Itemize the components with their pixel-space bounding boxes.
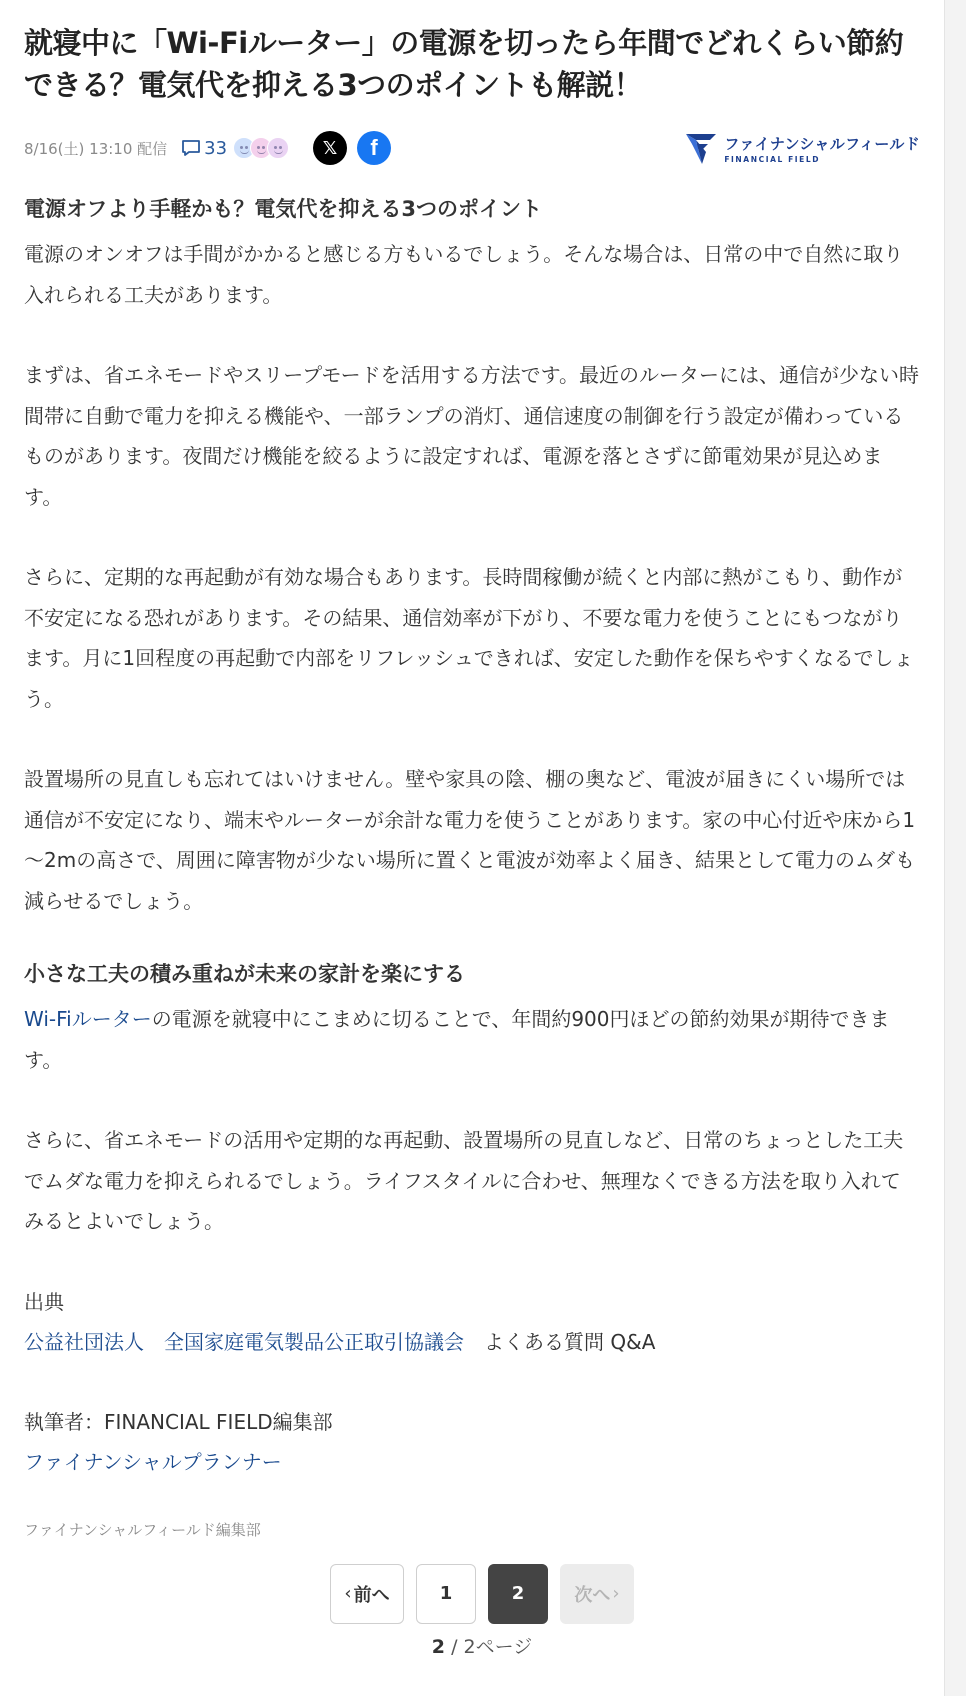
facebook-icon: f — [370, 135, 378, 160]
comments-link[interactable] — [181, 138, 227, 159]
publisher-logo[interactable] — [684, 130, 920, 166]
publisher-name: ファイナンシャルフィールド — [724, 134, 920, 153]
source-org-link[interactable]: 公益社団法人 — [24, 1329, 144, 1354]
prev-label: 前へ — [353, 1584, 390, 1606]
pagination — [44, 1564, 920, 1624]
article-content — [24, 0, 920, 1659]
paragraph: さらに、省エネモードの活用や定期的な再起動、設置場所の見直しなど、日常のちょっとした工夫でムダな電力を抑えられるでしょう。ライフスタイルに合わせ、無理なくできる方法を取り入れてみるとよいでしょう。 — [24, 1128, 904, 1233]
editorial-credit: ファイナンシャルフィールド編集部 — [24, 1520, 261, 1539]
paragraph: 設置場所の見直しも忘れてはいけません。壁や家具の陰、棚の奥など、電波が届きにくい場所では通信が不安定になり、端末やルーターが余計な電力を使うことがあります。家の中心付近や床から1～2mの高さで、周囲に障害物が少ない場所に置くと電波が効率よく届き、結果として電力のムダも減らせるでしょう。 — [24, 767, 916, 913]
paragraph: さらに、定期的な再起動が有効な場合もあります。長時間稼働が続くと内部に熱がこもり、動作が不安定になる恐れがあります。その結果、通信効率が下がり、不要な電力を使うことにもつながります。月に1回程度の再起動で内部をリフレッシュできれば、安定した動作を保ちやすくなるでしょう。 — [24, 565, 914, 711]
source-label: 出典 — [24, 1289, 64, 1314]
paragraph-text: の電源を就寝中にこまめに切ることで、年間約900円ほどの節約効果が期待できます。 — [24, 1007, 890, 1072]
author-line: 執筆者：FINANCIAL FIELD編集部 — [24, 1409, 333, 1434]
chevron-right-icon: › — [612, 1583, 620, 1604]
article-title: 就寝中に「Wi-Fiルーター」の電源を切ったら年間でどれくらい節約できる？電気代を抑える3つのポイントも解説！ — [24, 26, 904, 102]
share-facebook-button[interactable] — [357, 131, 391, 165]
paragraph: 電源のオンオフは手間がかかると感じる方もいるでしょう。そんな場合は、日常の中で自然に取り入れられる工夫があります。 — [24, 242, 904, 307]
publisher-name-en: FINANCIAL FIELD — [724, 154, 821, 164]
comment-icon — [181, 139, 201, 157]
current-page: 2 — [431, 1635, 446, 1658]
source-line — [24, 1322, 920, 1362]
comment-count: 33 — [204, 137, 228, 159]
page-1-button[interactable]: 1 — [416, 1564, 476, 1624]
source-document: よくある質問 Q&A — [484, 1329, 656, 1354]
section-heading: 小さな工夫の積み重ねが未来の家計を楽にする — [24, 962, 465, 986]
next-page-button — [560, 1564, 634, 1624]
x-icon: 𝕏 — [322, 137, 338, 159]
prev-page-button[interactable] — [330, 1564, 404, 1624]
publish-date: 8/16(土) 13:10 配信 — [24, 139, 168, 158]
page-status — [44, 1632, 920, 1659]
scrollbar[interactable] — [944, 0, 966, 1696]
wifi-router-link[interactable]: Wi-Fiルーター — [24, 1007, 152, 1031]
article-meta — [24, 120, 920, 176]
financial-field-logo-icon — [684, 130, 718, 166]
reaction-faces[interactable] — [233, 137, 289, 159]
chevron-left-icon: ‹ — [344, 1583, 352, 1604]
next-label: 次へ — [574, 1584, 611, 1606]
section-heading: 電源オフより手軽かも？電気代を抑える3つのポイント — [24, 197, 542, 221]
total-pages: / 2ページ — [451, 1635, 533, 1658]
reaction-face-icon — [267, 137, 289, 159]
share-x-button[interactable] — [313, 131, 347, 165]
paragraph: まずは、省エネモードやスリープモードを活用する方法です。最近のルーターには、通信が少ない時間帯に自動で電力を抑える機能や、一部ランプの消灯、通信速度の制御を行う設定が備わっているものがあります。夜間だけ機能を絞るように設定すれば、電源を落とさずに節電効果が見込めます。 — [24, 363, 919, 509]
page-2-button[interactable]: 2 — [488, 1564, 548, 1624]
author-role-link[interactable]: ファイナンシャルプランナー — [24, 1449, 282, 1474]
source-org-name-link[interactable]: 全国家庭電気製品公正取引協議会 — [164, 1329, 464, 1354]
paragraph — [24, 999, 920, 1080]
